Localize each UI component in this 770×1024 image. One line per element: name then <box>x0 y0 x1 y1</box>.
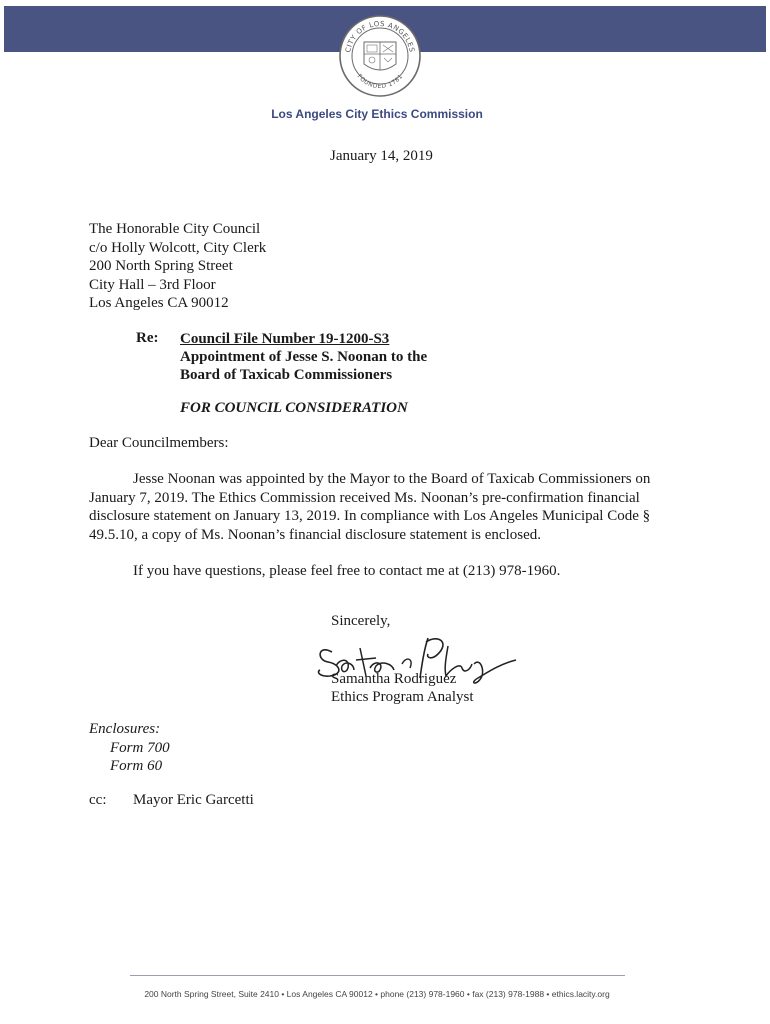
enclosures-label: Enclosures: <box>89 721 161 737</box>
re-label: Re: <box>136 330 159 346</box>
salutation: Dear Councilmembers: <box>89 435 229 451</box>
footer-contact-line: 200 North Spring Street, Suite 2410 • Los Angeles CA 90012 • phone (213) 978-1960 • fax (213) 978-1988 • ethics.lacity.org <box>144 989 610 999</box>
contact-paragraph: If you have questions, please feel free to contact me at (213) 978-1960. <box>133 563 561 579</box>
seal-bottom-text: FOUNDED 1781 <box>355 73 405 91</box>
carbon-copy <box>89 792 254 809</box>
body-paragraph-text: Jesse Noonan was appointed by the Mayor to the Board of Taxicab Commissioners on January 7, 2019. The Ethics Commission received Ms. Noonan’s pre-confirmation financial disclosure statement on January 13, 2019. In compliance with Los Angeles Municipal Code § 49.5.10, a copy of Ms. Noonan’s financial disclosure statement is enclosed. <box>89 471 651 543</box>
signer-title: Ethics Program Analyst <box>331 689 474 705</box>
footer-divider <box>130 975 625 976</box>
signature-block <box>331 670 474 706</box>
signer-name: Samantha Rodriguez <box>331 671 457 687</box>
cc-recipient: Mayor Eric Garcetti <box>133 792 254 808</box>
enclosures <box>89 720 170 776</box>
subject-line: Board of Taxicab Commissioners <box>180 367 393 383</box>
address-line: City Hall – 3rd Floor <box>89 276 216 293</box>
closing: Sincerely, <box>331 613 391 629</box>
organization-name: Los Angeles City Ethics Commission <box>271 107 483 121</box>
city-seal-icon <box>338 14 422 98</box>
for-council-consideration: FOR COUNCIL CONSIDERATION <box>180 400 408 416</box>
recipient-address <box>89 220 266 313</box>
subject-line: Appointment of Jesse S. Noonan to the <box>180 349 428 365</box>
address-line: The Honorable City Council <box>89 221 261 237</box>
subject-block <box>180 330 427 384</box>
enclosure-item: Form 700 <box>110 739 170 756</box>
letter-date: January 14, 2019 <box>330 148 433 164</box>
address-line: 200 North Spring Street <box>89 258 233 274</box>
body-paragraph <box>89 470 669 544</box>
enclosure-item: Form 60 <box>110 758 163 774</box>
address-line: Los Angeles CA 90012 <box>89 295 229 311</box>
seal-top-text: CITY OF LOS ANGELES <box>344 19 416 54</box>
address-line: c/o Holly Wolcott, City Clerk <box>89 239 267 256</box>
cc-label: cc: <box>89 792 107 808</box>
council-file-number: Council File Number 19-1200-S3 <box>180 331 390 347</box>
